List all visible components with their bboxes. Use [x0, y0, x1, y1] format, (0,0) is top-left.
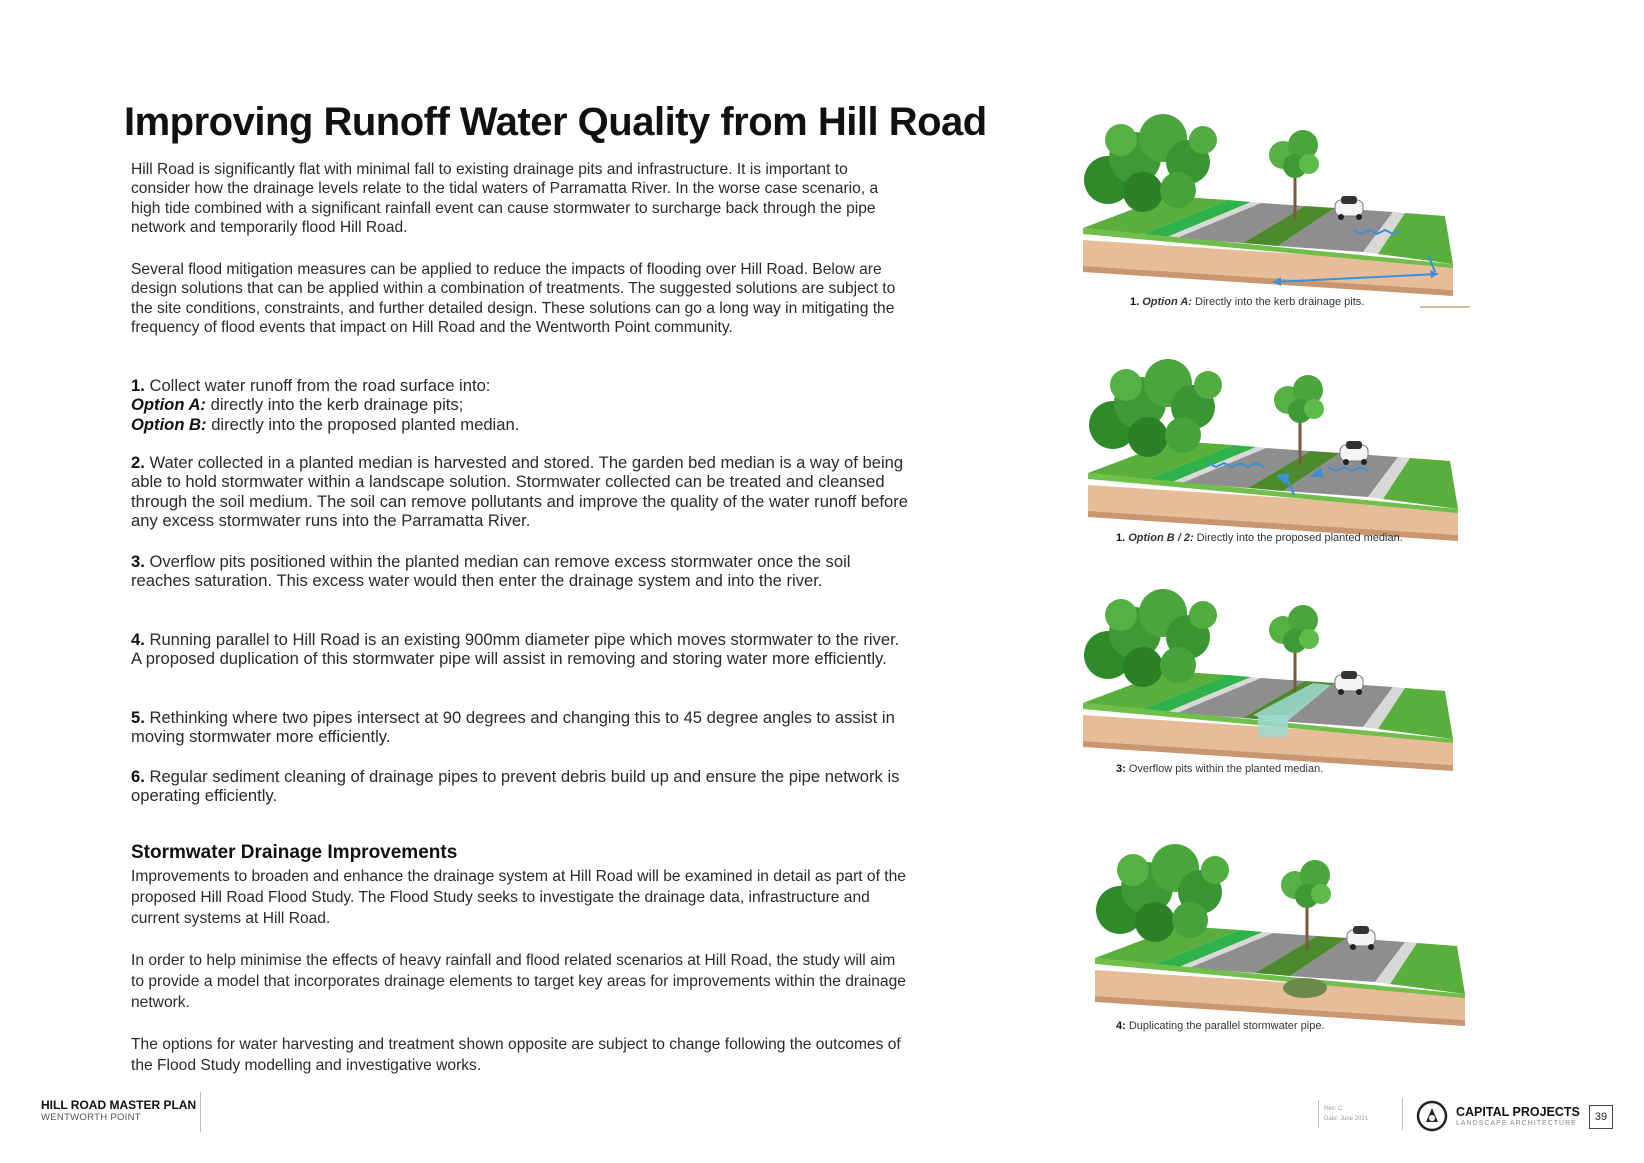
item-number: 6.: [131, 767, 145, 786]
intro-paragraph-2: Several flood mitigation measures can be applied to reduce the impacts of flooding over Hill Road. Below are design solutions that can be applied within a combination of treatments. The suggested solutions are subject to the site conditions, constraints, and further detailed design. These solutions can go a long way in mitigating the frequency of flood events that impact on Hill Road and the Wentworth Point community.: [131, 261, 896, 336]
org-name: CAPITAL PROJECTS: [1456, 1105, 1580, 1119]
list-item-2: [131, 453, 911, 530]
item-number: 4.: [131, 630, 145, 649]
footer-divider: [1318, 1100, 1319, 1128]
document-subtitle: WENTWORTH POINT: [41, 1112, 141, 1123]
item-text: Collect water runoff from the road surface into:: [149, 376, 491, 395]
intro-section-2: [131, 260, 911, 337]
stormwater-section-3: [131, 1034, 911, 1076]
illustration-option-a: [1073, 100, 1473, 300]
option-a-label: Option A:: [131, 395, 206, 415]
document-title: HILL ROAD MASTER PLAN: [41, 1098, 197, 1112]
org-subtitle: LANDSCAPE ARCHITECTURE: [1456, 1120, 1577, 1127]
item-text: Regular sediment cleaning of drainage pipes to prevent debris build up and ensure the pipe network is operating efficiently.: [131, 767, 900, 806]
footer-divider: [1402, 1098, 1403, 1130]
council-logo-icon: [1416, 1100, 1448, 1132]
option-b-text: directly into the proposed planted median.: [211, 414, 520, 434]
stormwater-section: [131, 866, 911, 929]
footer-divider: [200, 1092, 201, 1132]
list-item-1: [131, 376, 911, 434]
page-number: 39: [1589, 1105, 1613, 1129]
illustration-overflow-pits: [1073, 575, 1473, 775]
divider: [1420, 306, 1470, 308]
option-a-text: directly into the kerb drainage pits;: [210, 395, 464, 415]
intro-paragraph-1: Hill Road is significantly flat with minimal fall to existing drainage pits and infrastructure. It is important to consider how the drainage levels relate to the tidal waters of Parramatta River. In the worse case scenario, a high tide combined with a significant rainfall event can cause stormwater to surcharge back through the pipe network and temporarily flood Hill Road.: [131, 161, 879, 236]
stormwater-paragraph-1: Improvements to broaden and enhance the drainage system at Hill Road will be examined in detail as part of the proposed Hill Road Flood Study. The Flood Study seeks to investigate the drainage data, infrastructure and current systems at Hill Road.: [131, 868, 906, 927]
stormwater-paragraph-3: The options for water harvesting and treatment shown opposite are subject to change following the outcomes of the Flood Study modelling and investigative works.: [131, 1036, 901, 1074]
item-number: 3.: [131, 552, 145, 571]
item-text: Overflow pits positioned within the planted median can remove excess stormwater once the soil reaches saturation. This excess water would then enter the drainage system and into the river.: [131, 552, 851, 591]
item-number: 5.: [131, 708, 145, 727]
illustration-option-b: [1078, 345, 1478, 545]
stormwater-paragraph-2: In order to help minimise the effects of heavy rainfall and flood related scenarios at Hill Road, the study will aim to provide a model that incorporates drainage elements to target key areas for improvements within the drainage network.: [131, 952, 906, 1011]
option-b-label: Option B:: [131, 414, 207, 434]
revision: Rev: C: [1324, 1106, 1343, 1112]
item-text: Rethinking where two pipes intersect at 90 degrees and changing this to 45 degree angles to assist in moving stormwater more efficiently.: [131, 708, 895, 747]
revision-info: [1324, 1104, 1368, 1124]
date: Date: June 2021: [1324, 1116, 1369, 1122]
caption-option-a: 1. Option A: Directly into the kerb drainage pits.: [1130, 296, 1365, 308]
list-item-6: [131, 767, 911, 806]
caption-overflow-pits: 3: Overflow pits within the planted median.: [1116, 763, 1324, 775]
footer-document-title: [41, 1098, 196, 1123]
item-number: 1.: [131, 376, 145, 395]
caption-duplicate-pipe: 4: Duplicating the parallel stormwater pipe.: [1116, 1020, 1325, 1032]
item-number: 2.: [131, 453, 145, 472]
item-text: Running parallel to Hill Road is an existing 900mm diameter pipe which moves stormwater to the river. A proposed duplication of this stormwater pipe will assist in removing and storing water more efficiently.: [131, 630, 900, 669]
list-item-5: [131, 708, 911, 747]
stormwater-section-2: [131, 950, 911, 1013]
page-title: Improving Runoff Water Quality from Hill Road: [124, 100, 987, 144]
item-text: Water collected in a planted median is harvested and stored. The garden bed median is a way of being able to hold stormwater within a landscape solution. Stormwater collected can be treated and cleansed through the soil medium. The soil can remove pollutants and improve the quality of the water runoff before any excess stormwater runs into the Parramatta River.: [131, 453, 908, 530]
section-heading: Stormwater Drainage Improvements: [131, 842, 458, 863]
intro-section: [131, 160, 911, 237]
list-item-4: [131, 630, 911, 669]
caption-option-b: 1. Option B / 2: Directly into the proposed planted median.: [1116, 532, 1403, 544]
illustration-duplicate-pipe: [1085, 830, 1485, 1030]
list-item-3: [131, 552, 911, 591]
